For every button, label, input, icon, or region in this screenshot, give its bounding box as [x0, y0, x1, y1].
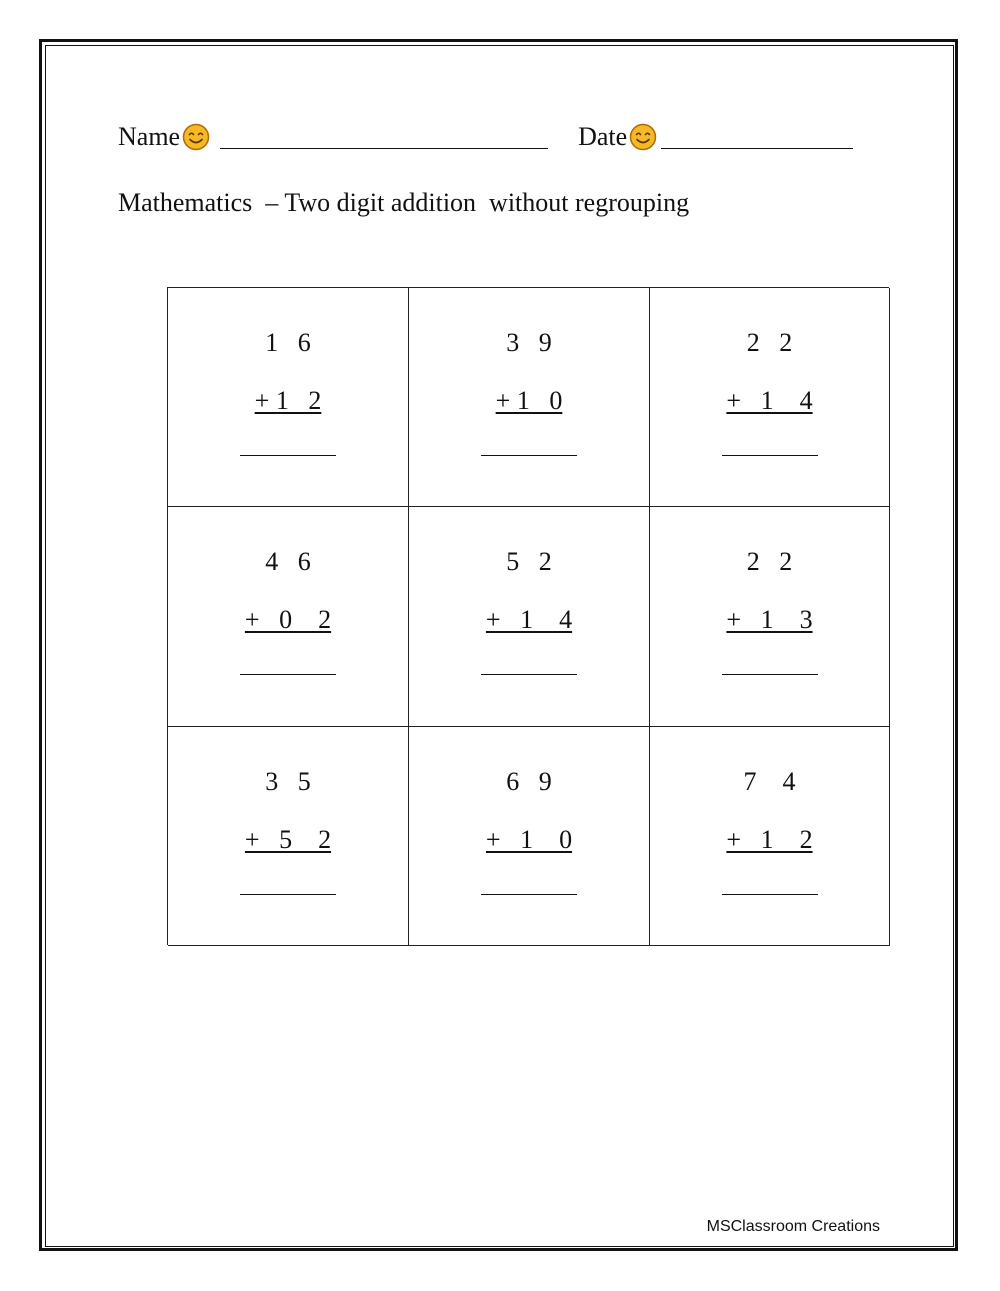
addend-bottom: + 1 0: [495, 386, 563, 415]
addend-top: 1 6: [265, 328, 311, 357]
name-field[interactable]: [220, 122, 548, 149]
answer-blank[interactable]: [481, 674, 577, 675]
addend-bottom: + 1 3: [726, 605, 813, 634]
addend-top: 3 9: [506, 328, 552, 357]
addend-top: 7 4: [743, 767, 796, 796]
addend-top: 3 5: [265, 767, 311, 796]
worksheet-subtitle: Mathematics – Two digit addition without regrouping: [118, 188, 690, 217]
answer-blank[interactable]: [240, 455, 336, 456]
answer-blank[interactable]: [240, 674, 336, 675]
addend-bottom: + 1 4: [485, 605, 573, 634]
header-line: [118, 120, 853, 154]
smiling-face-icon: [629, 123, 657, 151]
answer-blank[interactable]: [722, 894, 818, 895]
problem-cell: [650, 288, 890, 507]
addend-bottom: + 1 0: [485, 825, 573, 854]
answer-blank[interactable]: [481, 455, 577, 456]
date-field[interactable]: [661, 122, 853, 149]
problem-cell: [168, 727, 409, 946]
problem-cell: [409, 727, 650, 946]
problem-cell: [409, 507, 650, 727]
addend-bottom: + 1 2: [726, 825, 813, 854]
addend-top: 2 2: [746, 547, 793, 576]
name-label: Name: [118, 122, 181, 151]
addend-bottom: + 5 2: [244, 825, 332, 854]
problem-cell: [650, 507, 890, 727]
answer-blank[interactable]: [481, 894, 577, 895]
addend-top: 4 6: [265, 547, 311, 576]
problem-grid: [167, 287, 889, 945]
addend-bottom: + 0 2: [244, 605, 332, 634]
date-label: Date: [578, 122, 628, 151]
smiling-face-icon: [182, 123, 210, 151]
addend-top: 6 9: [506, 767, 552, 796]
problem-cell: [650, 727, 890, 946]
addend-bottom: + 1 2: [254, 386, 322, 415]
problem-cell: [168, 288, 409, 507]
problem-cell: [409, 288, 650, 507]
answer-blank[interactable]: [722, 674, 818, 675]
addend-top: 5 2: [506, 547, 552, 576]
answer-blank[interactable]: [240, 894, 336, 895]
problem-cell: [168, 507, 409, 727]
footer-credit: MSClassroom Creations: [706, 1218, 880, 1235]
addend-top: 2 2: [746, 328, 793, 357]
answer-blank[interactable]: [722, 455, 818, 456]
addend-bottom: + 1 4: [726, 386, 813, 415]
